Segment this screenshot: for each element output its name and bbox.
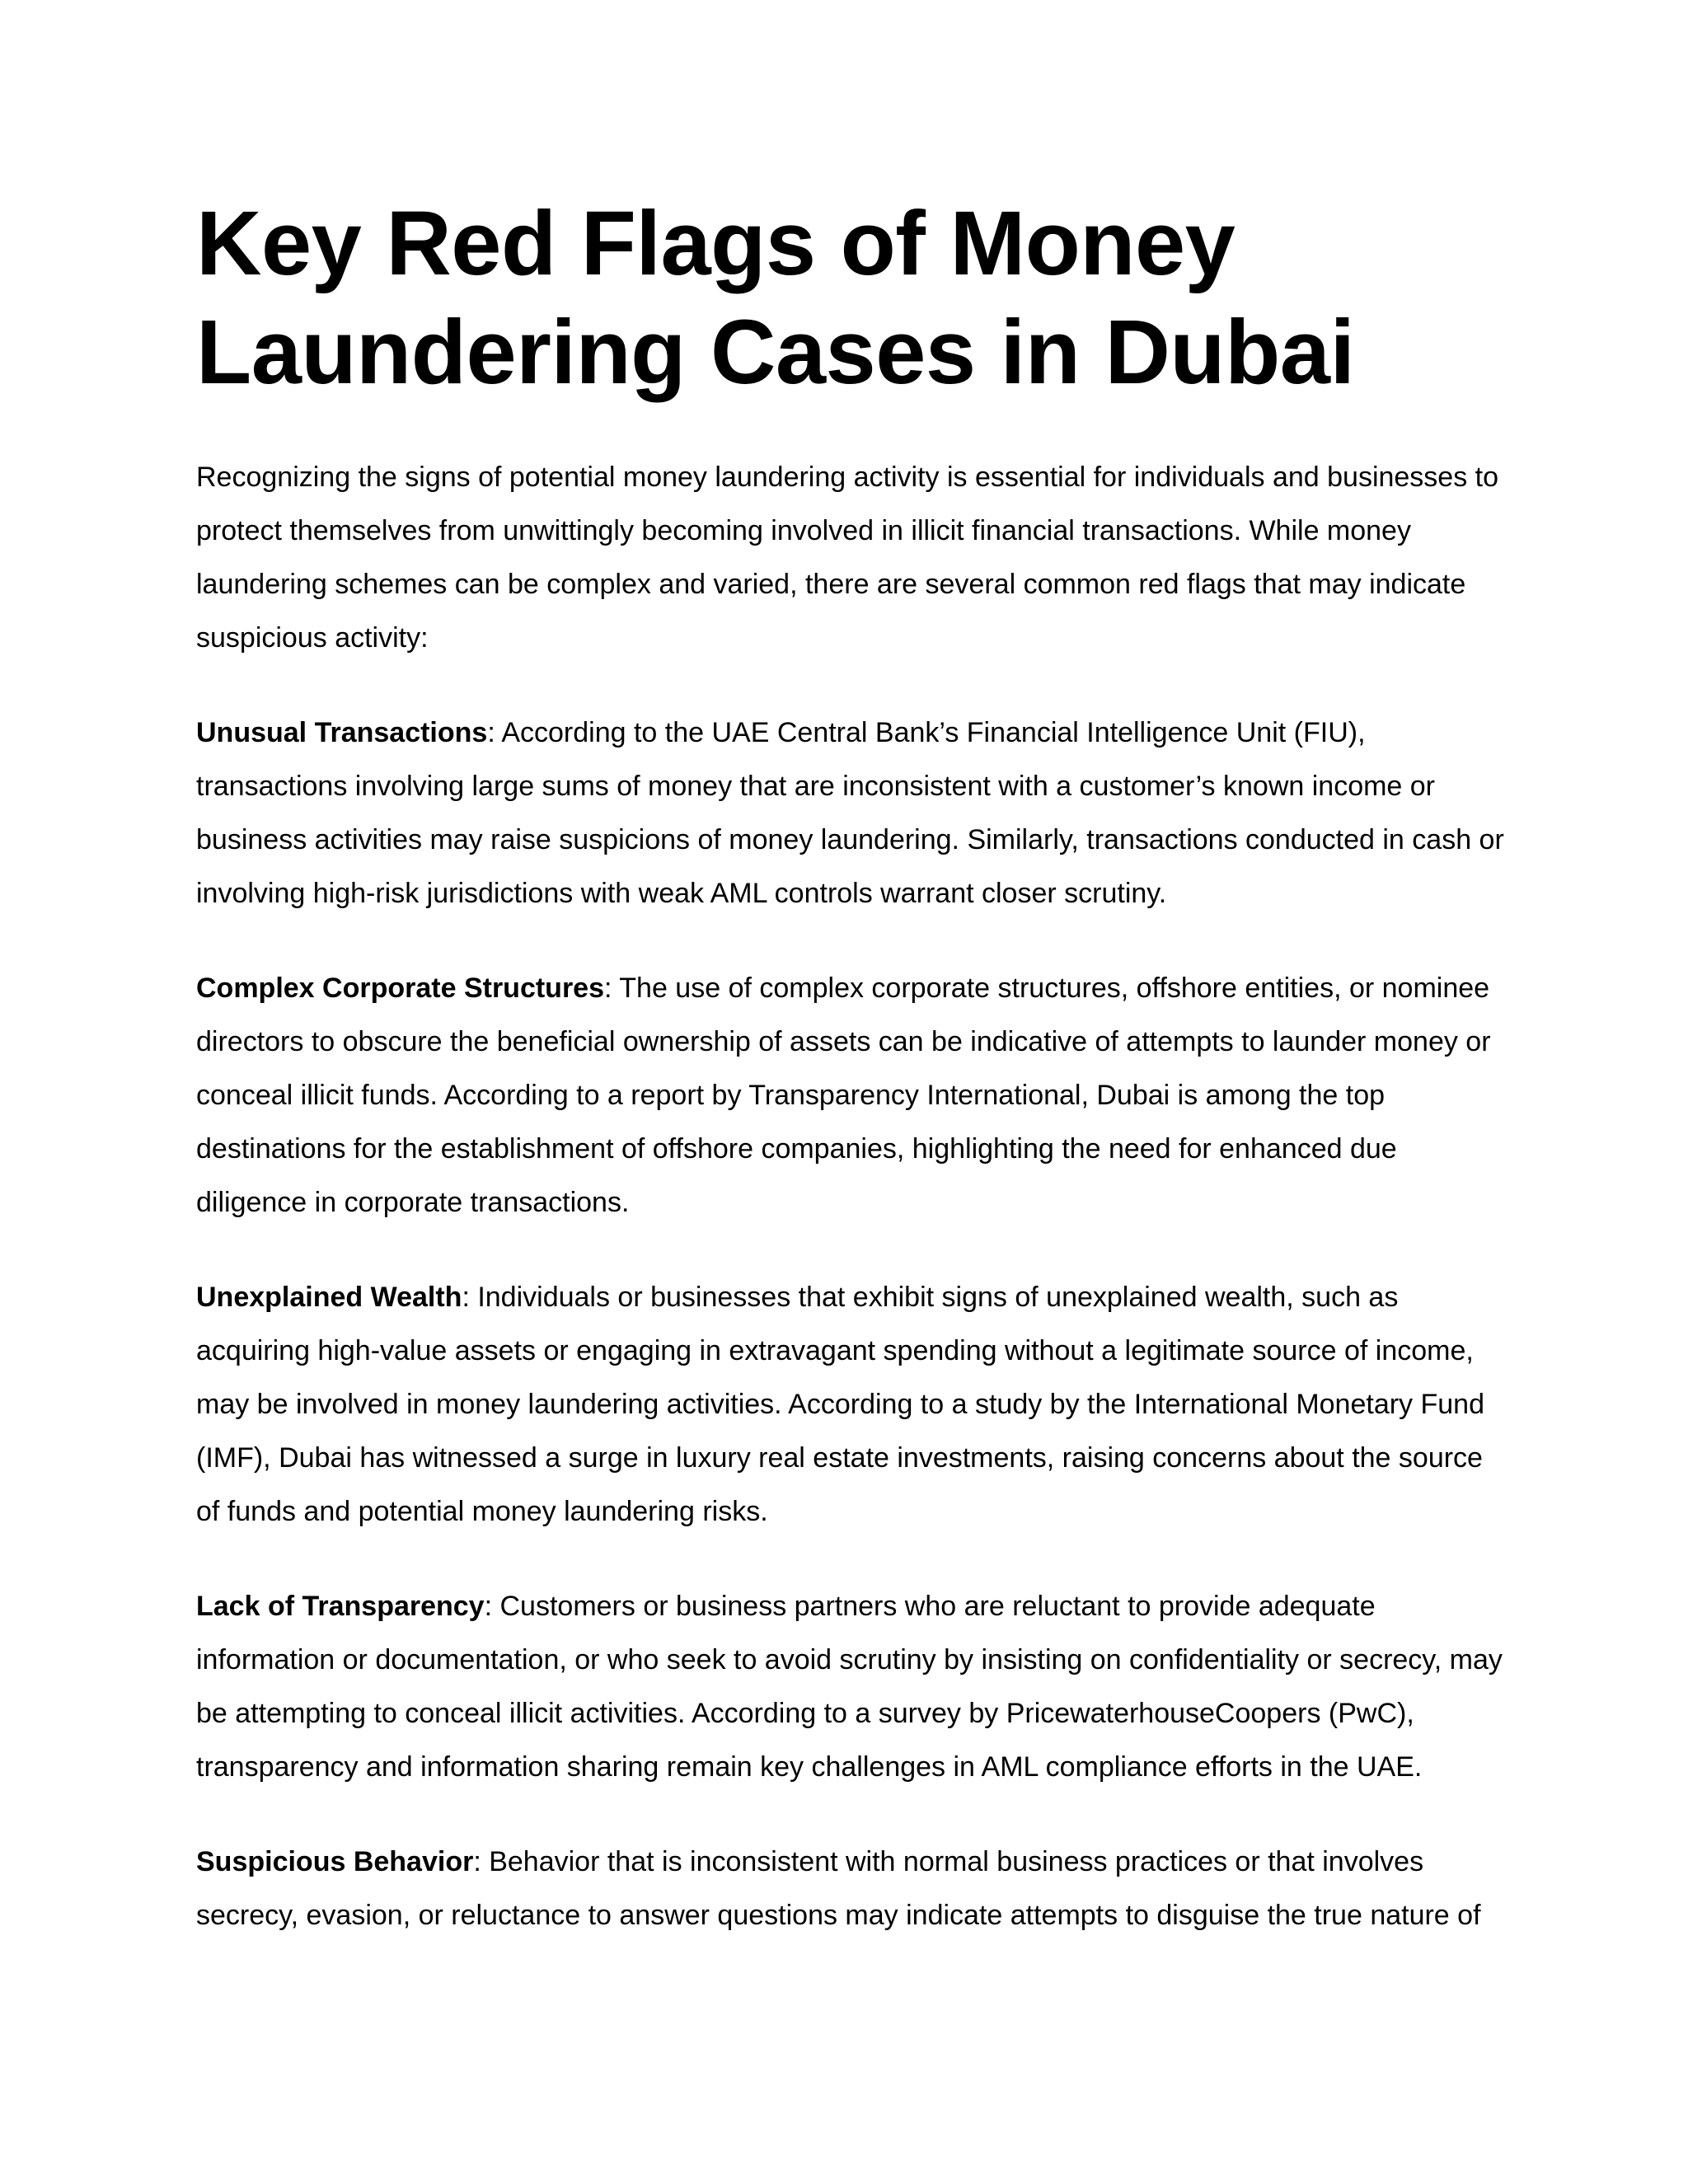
section-term: Lack of Transparency <box>196 1591 485 1622</box>
section-text: : Individuals or businesses that exhibit signs of unexplained wealth, such as acquiring high-value assets or engaging in extravagant spending without a legitimate source of income, may be involved in money laundering activities. According to a study by the International Monetary Fund (IMF), Dubai has witnessed a surge in luxury real estate investments, raising concerns about the source of funds and potential money laundering risks. <box>196 1282 1484 1527</box>
section-term: Suspicious Behavior <box>196 1846 474 1877</box>
section-text: : Behavior that is inconsistent with normal business practices or that involves secrecy, evasion, or reluctance to answer questions may indicate attempts to disguise the true nature of <box>196 1846 1481 1931</box>
section-complex-corporate-structures <box>196 962 1507 1230</box>
section-unexplained-wealth <box>196 1271 1507 1539</box>
section-term: Unexplained Wealth <box>196 1282 462 1313</box>
section-text: : According to the UAE Central Bank’s Financial Intelligence Unit (FIU), transactions involving large sums of money that are inconsistent with a customer’s known income or business activities may raise suspicions of money laundering. Similarly, transactions conducted in cash or involving high-risk jurisdictions with weak AML controls warrant closer scrutiny. <box>196 717 1504 909</box>
title-line-2: Laundering Cases in Dubai <box>196 302 1355 403</box>
title-line-1: Key Red Flags of Money <box>196 193 1236 294</box>
section-lack-of-transparency <box>196 1580 1507 1794</box>
section-unusual-transactions <box>196 706 1507 921</box>
section-text: : The use of complex corporate structures, offshore entities, or nominee directors to obscure the beneficial ownership of assets can be indicative of attempts to launder money or conceal illicit funds. According to a report by Transparency International, Dubai is among the top destinations for the establishment of offshore companies, highlighting the need for enhanced due diligence in corporate transactions. <box>196 972 1491 1218</box>
section-term: Unusual Transactions <box>196 717 488 748</box>
page-title <box>196 190 1507 407</box>
section-text: : Customers or business partners who are reluctant to provide adequate information or documentation, or who seek to avoid scrutiny by insisting on confidentiality or secrecy, may be attempting to conceal illicit activities. According to a survey by PricewaterhouseCoopers (PwC), transparency and information sharing remain key challenges in AML compliance efforts in the UAE. <box>196 1591 1503 1783</box>
section-suspicious-behavior <box>196 1835 1507 1943</box>
intro-paragraph: Recognizing the signs of potential money laundering activity is essential for individuals and businesses to protect themselves from unwittingly becoming involved in illicit financial transactions. While money laundering schemes can be complex and varied, there are several common red flags that may indicate suspicious activity: <box>196 462 1499 654</box>
section-term: Complex Corporate Structures <box>196 972 604 1004</box>
document-page <box>196 190 1507 1943</box>
